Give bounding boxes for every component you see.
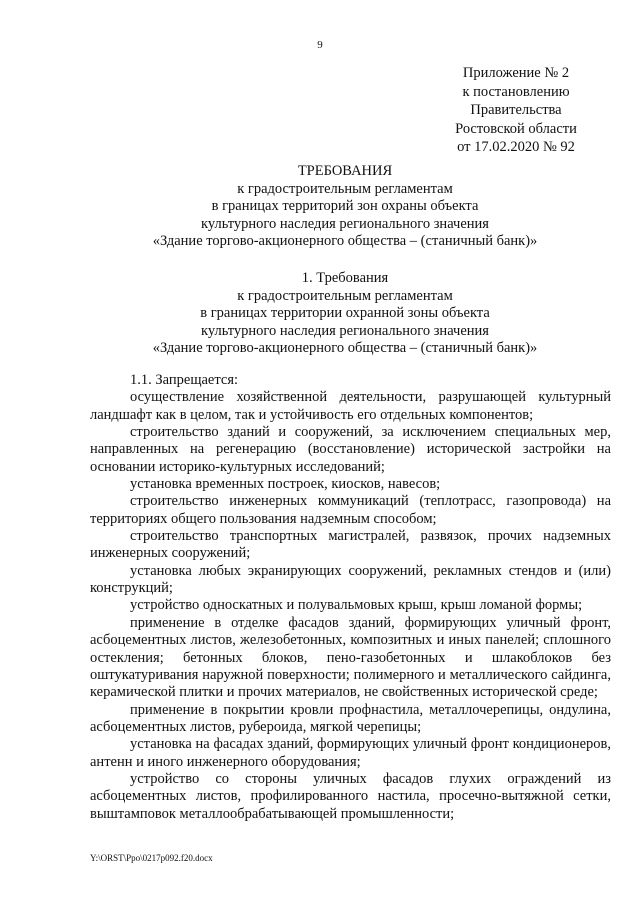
section-line: культурного наследия регионального значения (201, 322, 489, 339)
prohibition-paragraph: установка любых экранирующих сооружений, рекламных стендов и (или) конструкций; (90, 562, 611, 597)
title-line: «Здание торгово-акционерного общества – (станичный банк)» (152, 233, 538, 250)
prohibition-paragraph: осуществление хозяйственной деятельности, разрушающей культурный ландшафт как в целом, так и устойчивость его отдельных компонентов; (90, 389, 611, 423)
prohibition-paragraph: установка на фасадах зданий, формирующих уличный фронт кондиционеров, антенн и иного инженерного оборудования; (90, 736, 611, 770)
title-line: культурного наследия регионального значения (201, 215, 489, 232)
footer-file-path: Y:\ORST\Ppo\0217p092.f20.docx (90, 853, 213, 863)
title-heading: ТРЕБОВАНИЯ (297, 163, 393, 179)
appendix-line: к постановлению (462, 83, 570, 100)
section-line: «Здание торгово-акционерного общества – (станичный банк)» (152, 340, 538, 357)
clause-heading: 1.1. Запрещается: (130, 372, 239, 388)
prohibition-paragraph: устройство односкатных и полувальмовых крыш, крыш ломаной формы; (130, 597, 583, 614)
page-number: 9 (317, 39, 323, 51)
prohibition-paragraph: строительство инженерных коммуникаций (теплотрасс, газопровода) на территориях общего пользования надземным способом; (90, 493, 611, 527)
appendix-line: от 17.02.2020 № 92 (457, 139, 575, 155)
prohibition-paragraph: строительство транспортных магистралей, развязок, прочих надземных инженерных сооружений; (90, 528, 611, 562)
appendix-line: Приложение № 2 (462, 65, 570, 81)
prohibition-paragraph: применение в покрытии кровли профнастила, металлочерепицы, ондулина, асбоцементных листов, рубероида, мягкой черепицы; (90, 701, 611, 735)
prohibition-paragraph: применение в отделке фасадов зданий, формирующих уличный фронт, асбоцементных листов, железобетонных, композитных и иных панелей; сплошного остекления; бетонных блоков, пено-газобетонных и шлакоблоков без оштукатуривания наружной поверхности; полимерного и металлического сайдинга, керамической плитки и прочих материалов, не свойственных исторической среде; (90, 614, 611, 701)
document-title (90, 163, 600, 251)
appendix-line: Ростовской области (455, 120, 577, 137)
appendix-reference (440, 64, 592, 157)
section-line: в границах территории охранной зоны объекта (200, 305, 490, 322)
prohibition-paragraph: строительство зданий и сооружений, за исключением специальных мер, направленных на регенерацию (восстановление) исторической застройки на основании историко-культурных исследований; (90, 424, 611, 475)
appendix-line: Правительства (470, 102, 562, 118)
section-title (90, 270, 600, 358)
prohibition-paragraph: устройство со стороны уличных фасадов глухих ограждений из асбоцементных листов, профилированного настила, просечно-вытяжной сетки, выштамповок металлообрабатывающей промышленности; (90, 770, 611, 822)
section-line: к градостроительным регламентам (237, 287, 453, 304)
title-line: к градостроительным регламентам (237, 180, 453, 197)
document-body (90, 372, 611, 823)
title-line: в границах территорий зон охраны объекта (211, 198, 479, 215)
section-heading: 1. Требования (301, 270, 389, 286)
prohibition-paragraph: установка временных построек, киосков, навесов; (130, 476, 441, 493)
